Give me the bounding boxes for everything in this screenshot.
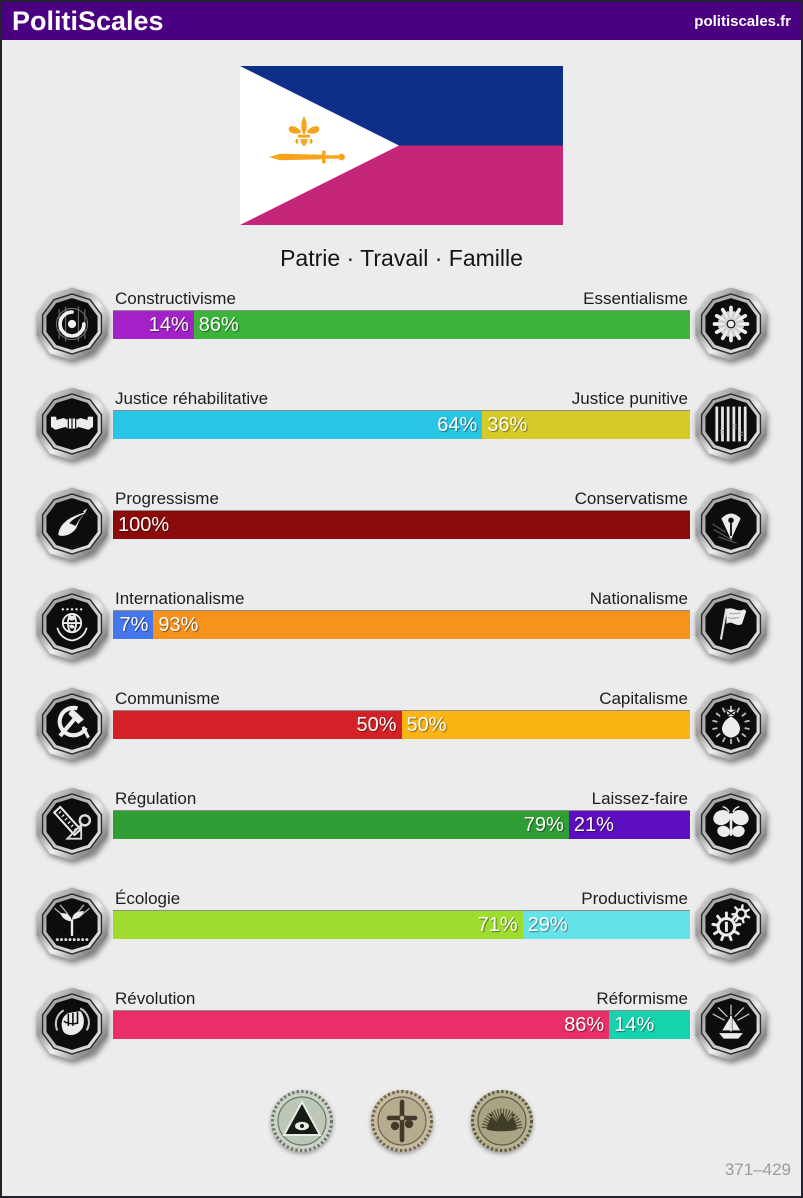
axis-right-percent: 21% [573,813,614,836]
axis-right-label: Productivisme [581,889,688,908]
axis-left-percent: 50% [356,713,397,736]
axis-left-label: Internationalisme [115,589,245,608]
result-flag [240,66,563,225]
axis-bar-track [113,310,690,339]
gears-icon [692,886,770,962]
axis-right-label: Nationalisme [589,589,688,608]
axis-row [2,988,801,1088]
axis-bar-track [113,1010,690,1039]
axis-right-label: Capitalisme [599,689,688,708]
badges-row [2,1088,801,1154]
set-square-icon [33,786,111,862]
axis-row [2,288,801,388]
axis-right-segment [402,711,691,739]
spiral-eye-icon [33,286,111,362]
header-bar [2,2,801,40]
axis-center [113,688,690,739]
axis-left-label: Constructivisme [115,289,236,308]
axis-left-segment [113,1011,609,1039]
prison-bars-icon [692,386,770,462]
site-link[interactable]: politiscales.fr [694,12,791,30]
axis-center [113,388,690,439]
axis-right-label: Conservatisme [574,489,688,508]
axis-right-segment [523,911,690,939]
axis-bar-track [113,610,690,639]
axis-bar-track [113,710,690,739]
butterfly-icon [692,786,770,862]
axis-right-label: Justice punitive [571,389,688,408]
app-title[interactable]: PolitiScales [12,5,164,36]
axis-bar-track [113,810,690,839]
chrysanthemum-icon [692,286,770,362]
axis-left-label: Révolution [115,989,196,1008]
axis-bar-track [113,510,690,539]
axis-center [113,888,690,939]
axis-left-label: Régulation [115,789,197,808]
axis-center [113,288,690,339]
axis-bar-track [113,410,690,439]
axis-left-label: Communisme [115,689,220,708]
axis-center [113,488,690,539]
axis-row [2,788,801,888]
raised-fist-icon [33,986,111,1062]
axis-right-percent: 36% [487,413,528,436]
axes-list [2,288,801,1088]
axis-right-percent: 29% [527,913,568,936]
axis-left-percent: 86% [564,1013,605,1036]
axis-right-segment [569,811,690,839]
axis-right-percent: 100% [118,513,170,536]
handshake-icon [33,386,111,462]
globe-laurel-icon [33,586,111,662]
money-bag-icon [692,686,770,762]
flag-icon [692,586,770,662]
score-range: 371–429 [724,1160,791,1179]
axis-right-label: Réformisme [596,989,688,1008]
axis-right-percent: 14% [614,1013,655,1036]
hammer-sickle-icon [33,686,111,762]
axis-left-segment [113,311,194,339]
axis-left-segment [113,811,569,839]
axis-right-segment [609,1011,690,1039]
axis-row [2,588,801,688]
axis-left-segment [113,911,523,939]
pen-nib-icon [692,486,770,562]
axis-right-percent: 93% [158,613,199,636]
axis-left-percent: 79% [523,813,564,836]
dove-hand-icon [33,486,111,562]
axis-left-label: Progressisme [115,489,219,508]
axis-right-percent: 86% [198,313,239,336]
axis-center [113,788,690,839]
sailboat-icon [692,986,770,1062]
flag-motto: Patrie · Travail · Famille [280,245,523,271]
axis-right-segment [113,511,690,539]
axis-left-percent: 64% [437,413,478,436]
axis-left-label: Écologie [115,889,181,908]
axis-left-segment [113,611,153,639]
axis-row [2,888,801,988]
axis-right-segment [153,611,690,639]
flag-image [240,66,563,225]
axis-right-label: Essentialisme [583,289,688,308]
axis-center [113,588,690,639]
axis-right-segment [482,411,690,439]
sprout-icon [33,886,111,962]
axis-right-segment [194,311,690,339]
axis-left-label: Justice réhabilitative [115,389,269,408]
axis-row [2,688,801,788]
crown-rays-coin [470,1089,534,1153]
axis-left-percent: 71% [477,913,518,936]
axis-left-percent: 14% [148,313,189,336]
axis-left-percent: 7% [119,613,149,636]
axis-bar-track [113,910,690,939]
axis-row [2,488,801,588]
axis-right-label: Laissez-faire [591,789,688,808]
pyramid-eye-coin [270,1089,334,1153]
axis-left-segment [113,711,402,739]
axis-right-percent: 50% [406,713,447,736]
cross-orbs-coin [370,1089,434,1153]
axis-row [2,388,801,488]
axis-left-segment [113,411,482,439]
axis-center [113,988,690,1039]
